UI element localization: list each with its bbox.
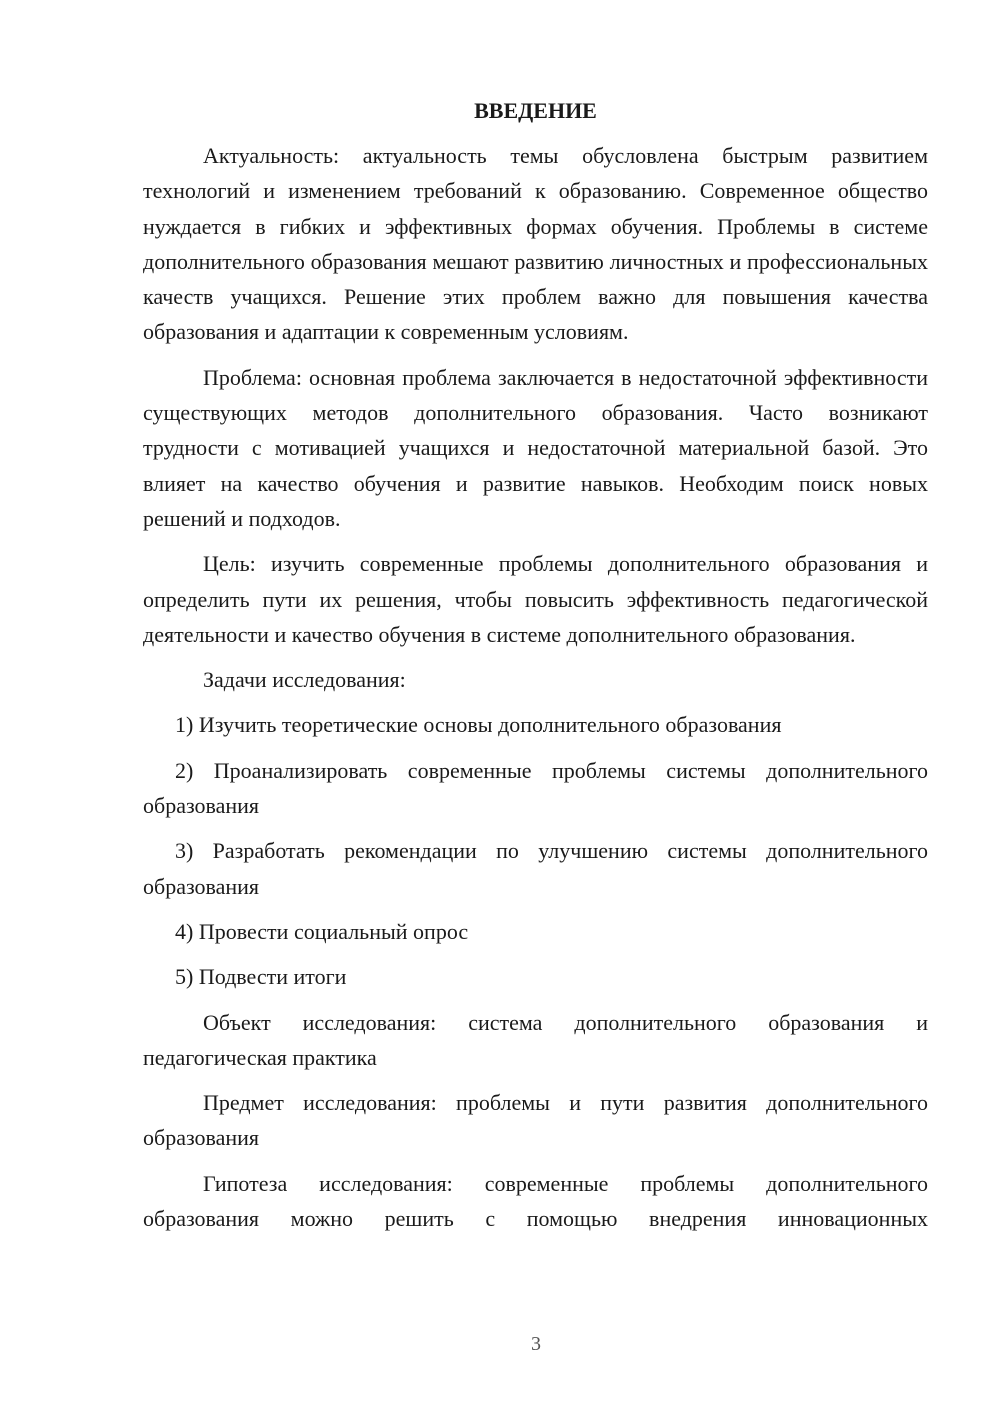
paragraph-problem: Проблема: основная проблема заключается в недостаточной эффективности существующих методов дополнительного образования. Часто возникают трудности с мотивацией учащихся и недостаточной материальной базой. Это влияет на качество обучения и развитие навыков. Необходим поиск новых решений и подходов. bbox=[143, 364, 928, 531]
page-title: ВВЕДЕНИЕ bbox=[474, 98, 597, 123]
task-item-3: 3) Разработать рекомендации по улучшению системы дополнительного образования bbox=[143, 838, 928, 899]
tasks-heading: Задачи исследования: bbox=[203, 667, 406, 693]
paragraph-hypothesis: Гипотеза исследования: современные проблемы дополнительного образования можно решить с помощью внедрения инновационных bbox=[143, 1170, 928, 1232]
task-item-4: 4) Провести социальный опрос bbox=[175, 918, 469, 944]
page-number: 3 bbox=[531, 1333, 541, 1355]
paragraph-goal: Цель: изучить современные проблемы дополнительного образования и определить пути их решения, чтобы повысить эффективность педагогической деятельности и качество обучения в системе дополнительного образования. bbox=[143, 551, 928, 647]
task-item-1: 1) Изучить теоретические основы дополнительного образования bbox=[175, 712, 782, 738]
page-body bbox=[143, 95, 928, 1236]
paragraph-subject: Предмет исследования: проблемы и пути развития дополнительного образования bbox=[143, 1090, 928, 1151]
task-item-5: 5) Подвести итоги bbox=[175, 964, 347, 990]
paragraph-object: Объект исследования: система дополнительного образования и педагогическая практика bbox=[143, 1009, 928, 1070]
task-item-2: 2) Проанализировать современные проблемы системы дополнительного образования bbox=[143, 757, 928, 819]
paragraph-relevance: Актуальность: актуальность темы обусловлена быстрым развитием технологий и изменением требований к образованию. Современное общество нуждается в гибких и эффективных формах обучения. Проблемы в системе дополнительного образования мешают развитию личностных и профессиональных качеств учащихся. Решение этих проблем важно для повышения качества образования и адаптации к современным условиям. bbox=[143, 143, 928, 345]
